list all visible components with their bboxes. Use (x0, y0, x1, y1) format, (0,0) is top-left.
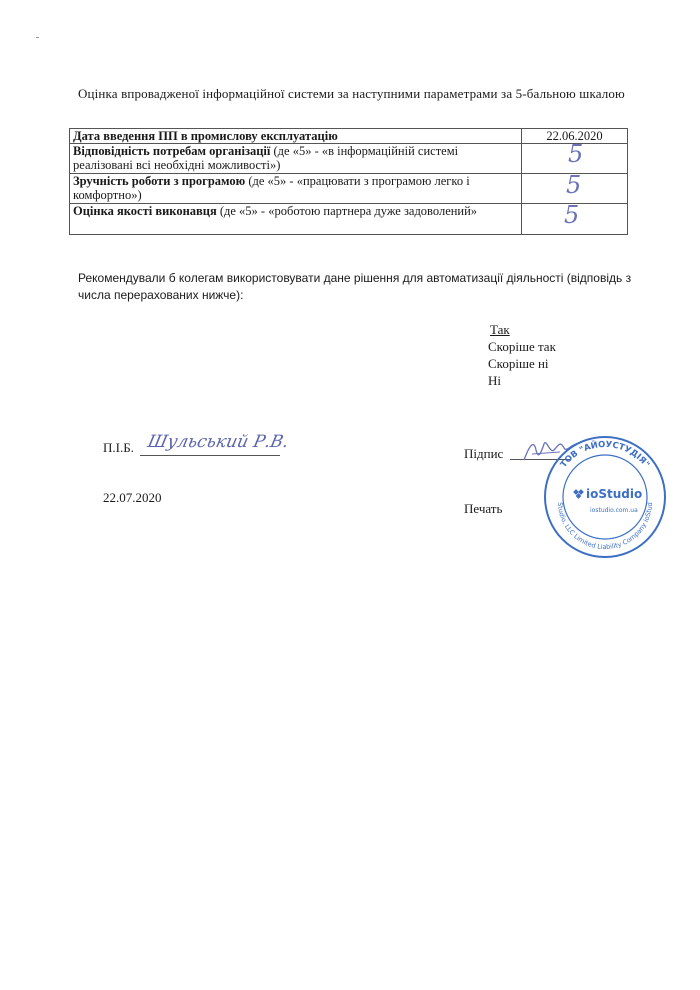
pib-underline (140, 455, 280, 456)
option-no: Ні (488, 373, 501, 388)
svg-text:ioStudio, LLC Limited Liabilit: Studio, LLC Limited Liability Company ioStud (555, 502, 655, 552)
row-value-date: 22.06.2020 (522, 129, 628, 144)
table-row (70, 129, 628, 144)
pib-handwritten-name: Шульський Р.В. (145, 432, 291, 452)
table-row (70, 144, 628, 174)
row-score (522, 171, 628, 204)
svg-text:ТОВ "АЙОУСТУДІЯ": ТОВ "АЙОУСТУДІЯ" (558, 439, 652, 470)
stamp-label: Печать (464, 501, 503, 516)
option-rather-no: Скоріше ні (488, 356, 549, 371)
handwritten-score: 5 (568, 140, 584, 168)
svg-text:ioStudio: ioStudio (586, 487, 643, 501)
row-score (522, 201, 628, 235)
signature-label: Підпис (464, 446, 504, 461)
handwritten-score: 5 (566, 171, 582, 199)
svg-text:iostudio.com.ua: iostudio.com.ua (590, 507, 638, 514)
option-yes: Так (490, 322, 510, 337)
option-rather-yes: Скоріше так (488, 339, 556, 354)
pib-label: П.І.Б. (103, 440, 134, 455)
row-score (522, 140, 628, 174)
document-date: 22.07.2020 (103, 490, 162, 505)
scan-mark (36, 37, 39, 38)
company-stamp (540, 432, 670, 562)
answer-options (488, 321, 556, 389)
row-label: Оцінка якості виконавця (де «5» - «роботою партнера дуже задоволений» (70, 204, 522, 235)
handwritten-score: 5 (564, 201, 580, 229)
page-heading: Оцінка впровадженої інформаційної системи за наступними параметрами за 5-бальною шкалою (78, 86, 625, 101)
recommendation-text: Рекомендували б колегам використовувати дане рішення для автоматизації діяльності (відповідь з числа перерахованих нижче): (78, 271, 632, 302)
row-label: Зручність роботи з програмою (де «5» - «працювати з програмою легко і комфортно») (70, 174, 522, 204)
row-label: Дата введення ПП в промислову експлуатацію (70, 129, 522, 144)
table-row (70, 204, 628, 235)
evaluation-table (69, 128, 628, 235)
row-label: Відповідність потребам організації (де «5» - «в інформаційній системі реалізовані всі необхідні можливості») (70, 144, 522, 174)
table-row (70, 174, 628, 204)
